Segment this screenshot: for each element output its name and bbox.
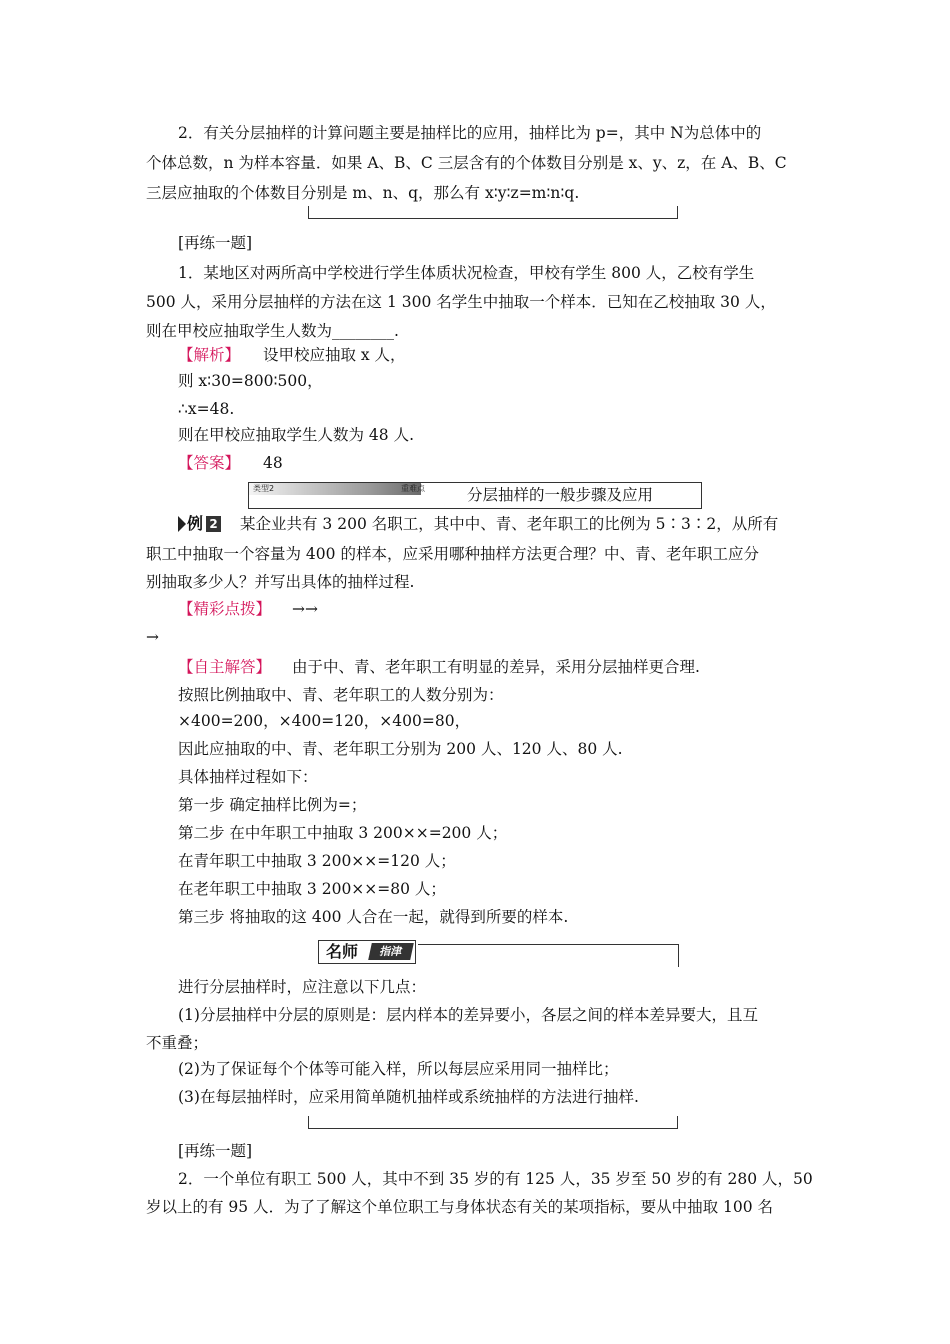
question-line: 2．一个单位有职工 500 人，其中不到 35 岁的有 125 人，35 岁至 50 岁的有 280 人，50 — [178, 1170, 813, 1188]
paragraph-line: 个体总数，n 为样本容量．如果 A、B、C 三层含有的个体数目分别是 x、y、z，在 A、B、C — [146, 154, 787, 172]
solution-step: 在青年职工中抽取 3 200××=120 人； — [178, 852, 456, 870]
teacher-tips-word1: 名师 — [326, 942, 359, 961]
section-end-bracket — [308, 1116, 678, 1129]
answer-value: 48 — [262, 454, 283, 472]
practice-heading: [再练一题] — [178, 1142, 253, 1160]
hint-label: 【精彩点拨】 — [178, 600, 272, 618]
answer-line — [178, 452, 283, 474]
solution-step: 因此应抽取的中、青、老年职工分别为 200 人、120 人、80 人. — [178, 740, 623, 758]
solution-step: ∴x=48. — [178, 400, 235, 418]
example-line: 别抽取多少人？并写出具体的抽样过程. — [146, 573, 415, 591]
question-line: 1．某地区对两所高中学校进行学生体质状况检查，甲校有学生 800 人，乙校有学生 — [178, 264, 755, 282]
tips-point: (1)分层抽样中分层的原则是：层内样本的差异要小，各层之间的样本差异要大，且互 — [178, 1006, 758, 1024]
example-badge — [178, 514, 222, 534]
section-end-bracket — [308, 206, 678, 219]
hint-line — [178, 598, 318, 620]
solution-step: 具体抽样过程如下： — [178, 768, 318, 786]
tips-point: (3)在每层抽样时，应采用简单随机抽样或系统抽样的方法进行抽样. — [178, 1088, 639, 1106]
banner-gradient — [249, 483, 421, 495]
example-line: 职工中抽取一个容量为 400 的样本，应采用哪种抽样方法更合理？中、青、老年职工应分 — [146, 545, 759, 563]
paragraph-line: 2．有关分层抽样的计算问题主要是抽样比的应用，抽样比为 p=，其中 N为总体中的 — [178, 124, 762, 142]
teacher-tips-header — [318, 938, 680, 968]
teacher-tips-word2: 指津 — [368, 943, 414, 960]
banner-right-tag: 重难点 — [401, 484, 425, 493]
example-badge-number: 2 — [206, 516, 221, 532]
solution-step: 则 x∶30=800∶500， — [178, 372, 323, 390]
analysis-line — [178, 344, 406, 366]
solve-line — [178, 656, 700, 678]
solution-step: ×400=200，×400=120，×400=80， — [178, 712, 471, 730]
solve-text: 由于中、青、老年职工有明显的差异，采用分层抽样更合理. — [291, 658, 700, 676]
tips-point: (2)为了保证每个个体等可能入样，所以每层应采用同一抽样比； — [178, 1060, 619, 1078]
paragraph-line: 三层应抽取的个体数目分别是 m、n、q，那么有 x∶y∶z=m∶n∶q. — [146, 184, 580, 202]
solution-step: 第一步 确定抽样比例为=； — [178, 796, 367, 814]
solution-step: 在老年职工中抽取 3 200××=80 人； — [178, 880, 446, 898]
topic-banner — [248, 482, 702, 509]
answer-label: 【答案】 — [178, 454, 241, 472]
banner-type-tag: 类型2 — [253, 484, 275, 493]
hint-arrow: → — [146, 628, 159, 646]
hint-arrows: →→ — [291, 600, 318, 618]
solve-label: 【自主解答】 — [178, 658, 272, 676]
tips-intro: 进行分层抽样时，应注意以下几点： — [178, 978, 427, 996]
solution-step: 则在甲校应抽取学生人数为 48 人. — [178, 426, 415, 444]
banner-title: 分层抽样的一般步骤及应用 — [467, 486, 654, 504]
example-badge-word: 例 — [187, 514, 204, 533]
tips-point: 不重叠； — [146, 1034, 209, 1052]
solution-step: 第二步 在中年职工中抽取 3 200××=200 人； — [178, 824, 508, 842]
triangle-icon — [178, 516, 186, 532]
solution-step: 第三步 将抽取的这 400 人合在一起，就得到所要的样本. — [178, 908, 569, 926]
question-line: 岁以上的有 95 人．为了了解这个单位职工与身体状态有关的某项指标，要从中抽取 100 名 — [146, 1198, 774, 1216]
solution-step: 按照比例抽取中、青、老年职工的人数分别为： — [178, 686, 504, 704]
question-line: 则在甲校应抽取学生人数为________. — [146, 322, 399, 340]
analysis-text: 设甲校应抽取 x 人， — [262, 346, 406, 364]
teacher-tips-rule — [418, 944, 679, 967]
practice-heading: [再练一题] — [178, 234, 253, 252]
example-line: 某企业共有 3 200 名职工，其中中、青、老年职工的比例为 5∶3∶2，从所有 — [240, 515, 779, 533]
question-line: 500 人，采用分层抽样的方法在这 1 300 名学生中抽取一个样本．已知在乙校抽取 30 人， — [146, 293, 776, 311]
analysis-label: 【解析】 — [178, 346, 241, 364]
